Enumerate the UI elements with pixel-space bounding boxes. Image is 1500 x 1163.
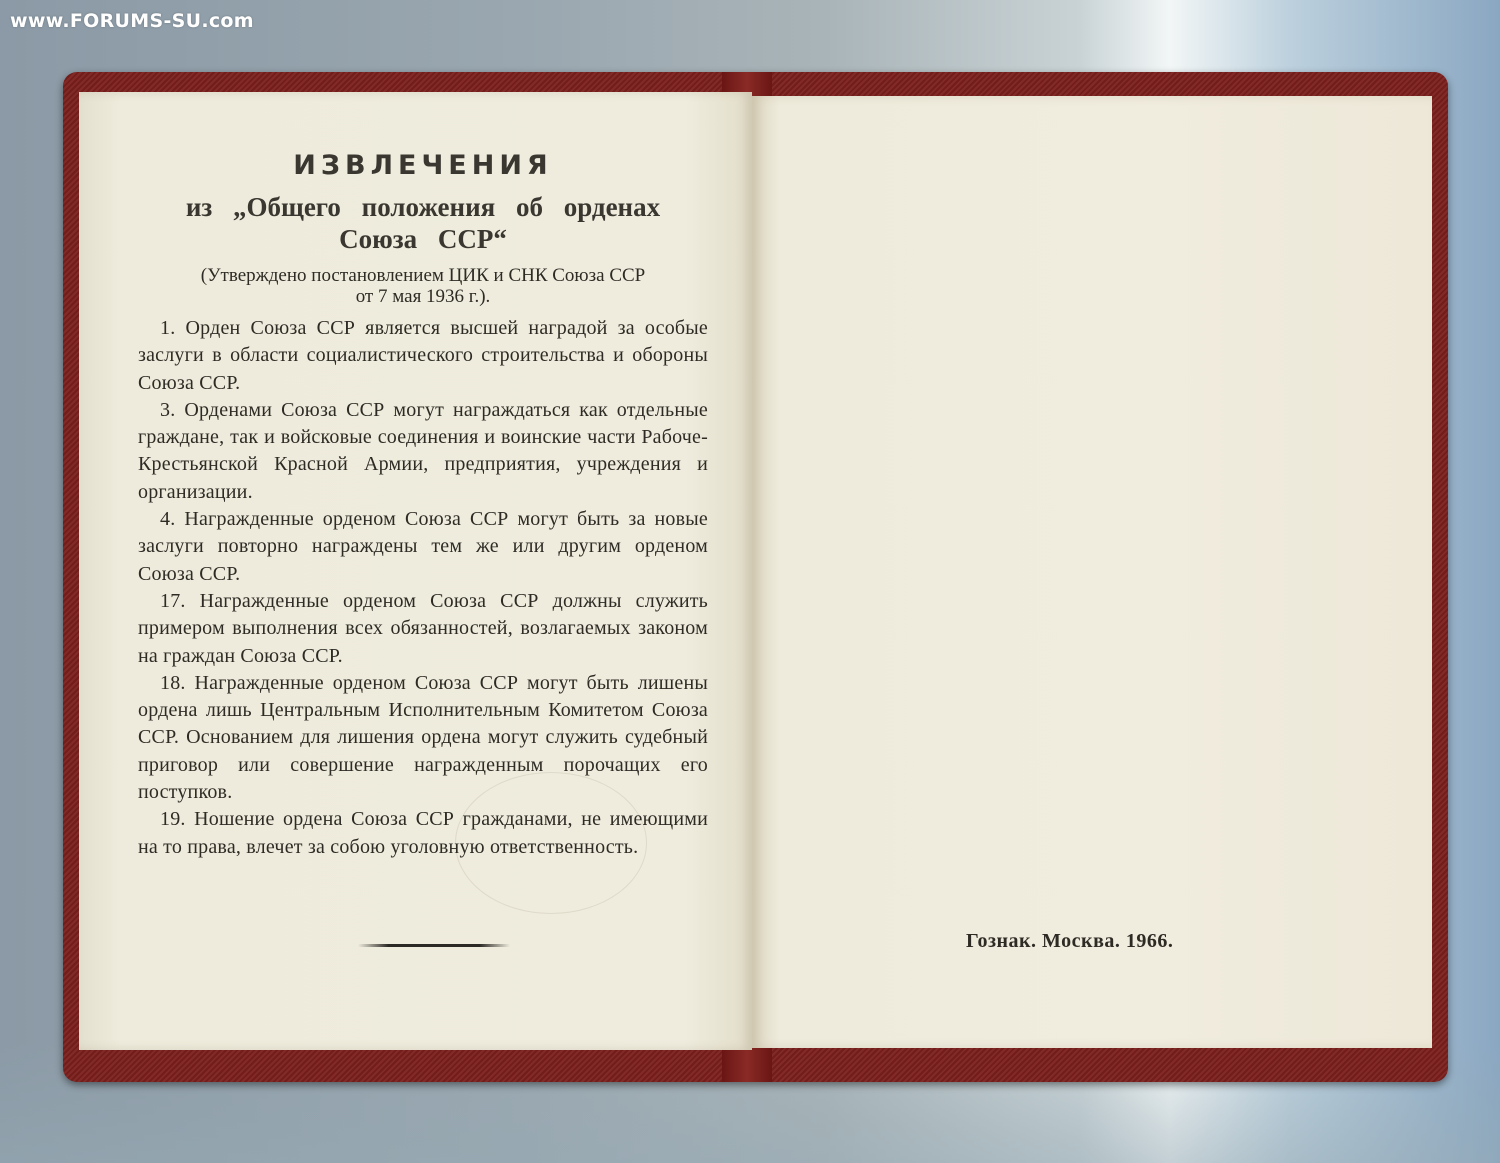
subtitle-line-1: из „Общего положения об орденах (185, 192, 661, 222)
approval-note-line-2: от 7 мая 1936 г.). (355, 286, 491, 307)
paragraph-article-17: 17. Награжденные орденом Союза ССР должны служить примером выполнения всех обязанностей, возлагаемых законом на граждан Союза ССР. (138, 589, 708, 667)
approval-note-line-1: (Утверждено постановлением ЦИК и СНК Союза ССР (200, 265, 646, 286)
site-watermark: www.FORUMS-SU.com (10, 10, 254, 32)
decorative-divider (358, 944, 510, 947)
paragraph-article-18: 18. Награжденные орденом Союза ССР могут быть лишены ордена лишь Центральным Исполнительным Комитетом Союза ССР. Основанием для лишения ордена могут служить судебный приговор или совершение награжденным порочащих его поступков. (138, 671, 708, 804)
left-page-text (138, 150, 708, 861)
printer-imprint: Гознак. Москва. 1966. (966, 930, 1174, 952)
paragraph-article-19: 19. Ношение ордена Союза ССР гражданами, не имеющими на то права, влечет за собою уголовную ответственность. (138, 808, 708, 858)
paragraph-article-4: 4. Награжденные орденом Союза ССР могут быть за новые заслуги повторно награждены тем же или другим орденом Союза ССР. (138, 508, 708, 585)
right-page (752, 96, 1432, 1048)
approval-note (138, 265, 708, 307)
page-title: ИЗВЛЕЧЕНИЯ (293, 150, 553, 181)
paragraph-article-3: 3. Орденами Союза ССР могут награждаться как отдельные граждане, так и войсковые соединения и воинские части Рабоче-Крестьянской Красной Армии, предприятия, учреждения и организации. (138, 398, 708, 503)
paragraph-article-1: 1. Орден Союза ССР является высшей наградой за особые заслуги в области социалистического строительства и обороны Союза ССР. (138, 317, 708, 394)
subtitle-line-2: Союза ССР“ (339, 224, 507, 254)
